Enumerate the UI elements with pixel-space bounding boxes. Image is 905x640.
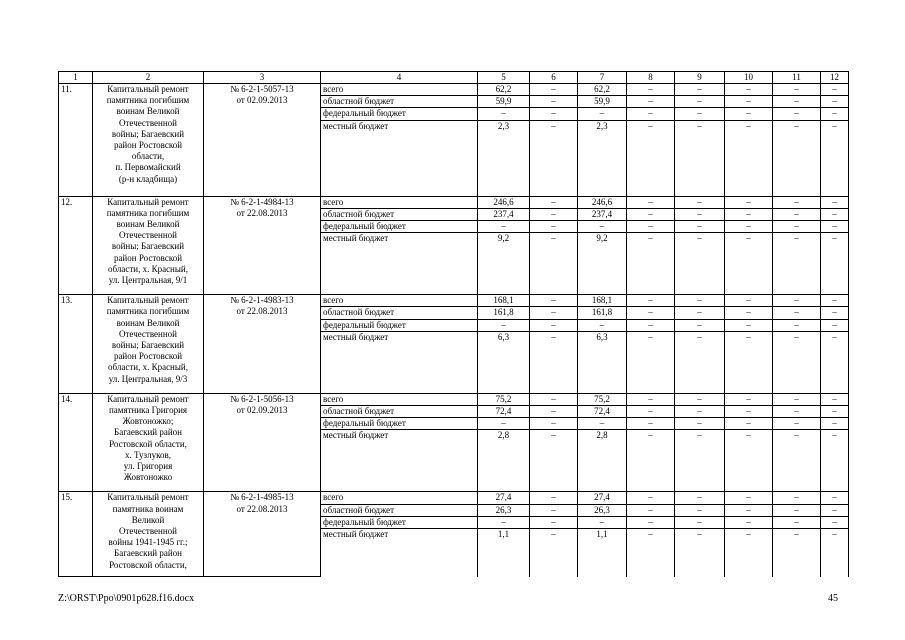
funding-source: федеральный бюджет — [321, 418, 478, 430]
object-name-line: воинам Великой — [116, 106, 180, 117]
amount-cell: – — [725, 504, 773, 516]
amount-cell: 6,3 — [478, 331, 530, 393]
amount-cell: – — [773, 84, 821, 96]
amount-cell: – — [675, 492, 725, 504]
amount-cell: – — [478, 108, 530, 120]
registration-number — [204, 84, 321, 197]
amount-cell: – — [773, 418, 821, 430]
amount-cell: – — [627, 430, 675, 492]
amount-cell: – — [821, 221, 849, 233]
amount-cell: 237,4 — [578, 208, 627, 220]
registration-number — [204, 196, 321, 295]
amount-cell: 26,3 — [578, 504, 627, 516]
registration-line: от 22.08.2013 — [236, 207, 288, 218]
amount-cell: – — [725, 406, 773, 418]
object-name-line: памятника воинам — [112, 503, 184, 514]
funding-source: областной бюджет — [321, 406, 478, 418]
column-header: 10 — [725, 72, 773, 84]
registration-line: № 6-2-1-5056-13 — [230, 393, 294, 404]
amount-cell: 27,4 — [578, 492, 627, 504]
registration-line: № 6-2-1-4984-13 — [230, 196, 294, 207]
amount-cell: – — [773, 319, 821, 331]
amount-cell: – — [725, 96, 773, 108]
object-name-line: район Ростовской — [113, 252, 183, 263]
amount-cell: 27,4 — [478, 492, 530, 504]
table-row — [59, 295, 849, 307]
amount-cell: 246,6 — [578, 196, 627, 208]
object-name-line: Жовтоножко; — [122, 416, 174, 427]
object-name-line: войны; Багаевский — [111, 340, 185, 351]
row-number: 15. — [59, 492, 93, 577]
amount-cell: 72,4 — [478, 406, 530, 418]
amount-cell: – — [675, 406, 725, 418]
object-name-line: войны; Багаевский — [111, 128, 185, 139]
object-name-line: Капитальный ремонт — [107, 84, 189, 94]
column-header: 1 — [59, 72, 93, 84]
object-name-line: Ростовской области, — [109, 438, 187, 449]
object-name-line: п. Первомайский — [115, 162, 181, 173]
funding-source: местный бюджет — [321, 331, 478, 393]
funding-source: местный бюджет — [321, 233, 478, 295]
object-name — [93, 84, 204, 197]
amount-cell: – — [530, 108, 578, 120]
object-name-line: Великой — [131, 514, 165, 525]
amount-cell: 59,9 — [478, 96, 530, 108]
funding-source: областной бюджет — [321, 96, 478, 108]
column-header: 8 — [627, 72, 675, 84]
amount-cell: – — [675, 516, 725, 528]
amount-cell: – — [675, 120, 725, 196]
amount-cell: – — [725, 120, 773, 196]
amount-cell: – — [725, 233, 773, 295]
amount-cell: – — [627, 96, 675, 108]
amount-cell: – — [627, 319, 675, 331]
amount-cell: – — [821, 307, 849, 319]
amount-cell: – — [530, 233, 578, 295]
object-name-line: Жовтоножко — [123, 472, 173, 483]
amount-cell: – — [478, 221, 530, 233]
amount-cell: – — [725, 84, 773, 96]
registration-line: от 22.08.2013 — [236, 503, 288, 514]
amount-cell: – — [675, 295, 725, 307]
amount-cell: – — [821, 516, 849, 528]
amount-cell: – — [821, 319, 849, 331]
amount-cell: 2,3 — [478, 120, 530, 196]
amount-cell: – — [675, 196, 725, 208]
registration-number — [204, 295, 321, 394]
object-name-line: район Ростовской — [113, 140, 183, 151]
column-header: 4 — [321, 72, 478, 84]
amount-cell: – — [627, 307, 675, 319]
amount-cell: – — [725, 529, 773, 577]
table-row — [59, 196, 849, 208]
amount-cell: – — [530, 208, 578, 220]
amount-cell: 26,3 — [478, 504, 530, 516]
amount-cell: 6,3 — [578, 331, 627, 393]
footer-file-path: Z:\ORST\Ppo\0901p628.f16.docx — [58, 593, 195, 604]
amount-cell: – — [578, 516, 627, 528]
column-header: 7 — [578, 72, 627, 84]
amount-cell: – — [773, 492, 821, 504]
amount-cell: – — [530, 221, 578, 233]
amount-cell: 62,2 — [478, 84, 530, 96]
table-row — [59, 492, 849, 504]
amount-cell: – — [773, 108, 821, 120]
amount-cell: – — [821, 331, 849, 393]
amount-cell: – — [821, 84, 849, 96]
amount-cell: – — [675, 430, 725, 492]
page-number: 45 — [828, 593, 838, 604]
amount-cell: – — [725, 295, 773, 307]
amount-cell: 9,2 — [478, 233, 530, 295]
funding-source: местный бюджет — [321, 430, 478, 492]
amount-cell: – — [821, 529, 849, 577]
object-name-line: Капитальный ремонт — [107, 196, 189, 207]
funding-source: всего — [321, 84, 478, 96]
funding-source: федеральный бюджет — [321, 516, 478, 528]
column-header: 5 — [478, 72, 530, 84]
column-header: 2 — [93, 72, 204, 84]
amount-cell: – — [773, 96, 821, 108]
amount-cell: – — [675, 96, 725, 108]
amount-cell: – — [530, 96, 578, 108]
amount-cell: – — [578, 319, 627, 331]
column-header: 11 — [773, 72, 821, 84]
amount-cell: 1,1 — [478, 529, 530, 577]
amount-cell: – — [675, 221, 725, 233]
amount-cell: – — [821, 108, 849, 120]
amount-cell: – — [627, 295, 675, 307]
object-name-line: Капитальный ремонт — [107, 295, 189, 306]
amount-cell: – — [725, 196, 773, 208]
amount-cell: – — [725, 221, 773, 233]
amount-cell: – — [773, 196, 821, 208]
amount-cell: – — [627, 331, 675, 393]
amount-cell: – — [478, 516, 530, 528]
amount-cell: – — [627, 393, 675, 405]
object-name-line: памятника погибшим — [106, 306, 190, 317]
amount-cell: – — [773, 221, 821, 233]
amount-cell: – — [773, 208, 821, 220]
amount-cell: – — [773, 233, 821, 295]
row-number: 12. — [59, 196, 93, 295]
amount-cell: – — [627, 492, 675, 504]
amount-cell: 161,8 — [578, 307, 627, 319]
registration-line: № 6-2-1-5057-13 — [230, 84, 294, 94]
amount-cell: – — [725, 430, 773, 492]
amount-cell: – — [821, 208, 849, 220]
funding-source: всего — [321, 196, 478, 208]
amount-cell: – — [530, 393, 578, 405]
amount-cell: – — [821, 196, 849, 208]
object-name-line: войны 1941-1945 гг.; — [108, 537, 188, 548]
amount-cell: – — [627, 516, 675, 528]
object-name-line: Ростовской области, — [109, 559, 187, 570]
amount-cell: 2,8 — [578, 430, 627, 492]
table-body — [59, 72, 849, 577]
registration-line: от 22.08.2013 — [236, 306, 288, 317]
amount-cell: – — [821, 504, 849, 516]
registration-number — [204, 393, 321, 492]
amount-cell: – — [773, 307, 821, 319]
object-name-line: Отечественной — [118, 526, 178, 537]
funding-source: всего — [321, 295, 478, 307]
row-number: 14. — [59, 393, 93, 492]
row-number: 11. — [59, 84, 93, 197]
amount-cell: – — [530, 406, 578, 418]
amount-cell: – — [530, 430, 578, 492]
object-name-line: воинам Великой — [116, 219, 180, 230]
amount-cell: – — [821, 295, 849, 307]
amount-cell: – — [627, 120, 675, 196]
object-name-line: Капитальный ремонт — [107, 393, 189, 404]
funding-source: местный бюджет — [321, 529, 478, 577]
object-name-line: памятника Григория — [108, 405, 188, 416]
funding-source: областной бюджет — [321, 504, 478, 516]
object-name-line: Отечественной — [118, 117, 178, 128]
amount-cell: – — [530, 319, 578, 331]
amount-cell: 168,1 — [478, 295, 530, 307]
object-name-line: памятника погибшим — [106, 207, 190, 218]
amount-cell: – — [675, 529, 725, 577]
column-header: 6 — [530, 72, 578, 84]
amount-cell: – — [821, 406, 849, 418]
amount-cell: – — [821, 418, 849, 430]
amount-cell: – — [675, 233, 725, 295]
object-name-line: район Ростовской — [113, 351, 183, 362]
table-row — [59, 393, 849, 405]
amount-cell: – — [773, 295, 821, 307]
amount-cell: 1,1 — [578, 529, 627, 577]
amount-cell: – — [725, 108, 773, 120]
amount-cell: – — [530, 529, 578, 577]
amount-cell: – — [773, 504, 821, 516]
amount-cell: – — [725, 393, 773, 405]
amount-cell: 72,4 — [578, 406, 627, 418]
amount-cell: – — [821, 96, 849, 108]
funding-source: областной бюджет — [321, 307, 478, 319]
amount-cell: – — [530, 307, 578, 319]
amount-cell: – — [530, 196, 578, 208]
amount-cell: – — [675, 319, 725, 331]
object-name-line: (р-н кладбища) — [118, 173, 178, 184]
amount-cell: – — [627, 108, 675, 120]
amount-cell: – — [627, 84, 675, 96]
registration-number — [204, 492, 321, 577]
amount-cell: – — [821, 492, 849, 504]
amount-cell: – — [821, 233, 849, 295]
amount-cell: – — [478, 319, 530, 331]
amount-cell: – — [627, 504, 675, 516]
amount-cell: – — [530, 418, 578, 430]
amount-cell: – — [773, 393, 821, 405]
object-name-line: Багаевский район — [114, 427, 182, 438]
amount-cell: – — [675, 504, 725, 516]
amount-cell: – — [530, 84, 578, 96]
funding-source: местный бюджет — [321, 120, 478, 196]
object-name-line: войны; Багаевский — [111, 241, 185, 252]
amount-cell: – — [578, 418, 627, 430]
object-name — [93, 393, 204, 492]
amount-cell: – — [530, 331, 578, 393]
amount-cell: – — [530, 492, 578, 504]
amount-cell: – — [821, 120, 849, 196]
funding-source: всего — [321, 393, 478, 405]
amount-cell: – — [773, 406, 821, 418]
amount-cell: 75,2 — [478, 393, 530, 405]
object-name-line: Отечественной — [118, 230, 178, 241]
amount-cell: – — [821, 430, 849, 492]
amount-cell: – — [675, 108, 725, 120]
amount-cell: – — [627, 208, 675, 220]
amount-cell: – — [627, 529, 675, 577]
object-name-line: воинам Великой — [116, 317, 180, 328]
amount-cell: – — [821, 393, 849, 405]
amount-cell: – — [725, 331, 773, 393]
amount-cell: 237,4 — [478, 208, 530, 220]
amount-cell: 2,8 — [478, 430, 530, 492]
amount-cell: – — [627, 196, 675, 208]
amount-cell: – — [478, 418, 530, 430]
amount-cell: – — [675, 393, 725, 405]
amount-cell: – — [530, 516, 578, 528]
amount-cell: – — [530, 120, 578, 196]
registration-line: № 6-2-1-4983-13 — [230, 295, 294, 306]
amount-cell: – — [725, 418, 773, 430]
amount-cell: – — [578, 108, 627, 120]
column-header: 12 — [821, 72, 849, 84]
amount-cell: 75,2 — [578, 393, 627, 405]
object-name-line: области, х. Красный, — [107, 362, 188, 373]
budget-table — [58, 71, 849, 577]
object-name-line: ул. Центральная, 9/3 — [108, 373, 188, 384]
object-name-line: области, — [131, 151, 165, 162]
registration-line: от 02.09.2013 — [236, 95, 288, 106]
amount-cell: 9,2 — [578, 233, 627, 295]
amount-cell: 246,6 — [478, 196, 530, 208]
funding-source: федеральный бюджет — [321, 221, 478, 233]
amount-cell: – — [675, 84, 725, 96]
amount-cell: – — [725, 307, 773, 319]
amount-cell: – — [627, 406, 675, 418]
amount-cell: – — [773, 430, 821, 492]
amount-cell: – — [627, 418, 675, 430]
object-name — [93, 196, 204, 295]
amount-cell: – — [725, 319, 773, 331]
amount-cell: 62,2 — [578, 84, 627, 96]
amount-cell: – — [627, 233, 675, 295]
amount-cell: 2,3 — [578, 120, 627, 196]
amount-cell: 59,9 — [578, 96, 627, 108]
amount-cell: – — [627, 221, 675, 233]
funding-source: федеральный бюджет — [321, 108, 478, 120]
column-header: 3 — [204, 72, 321, 84]
object-name-line: Капитальный ремонт — [107, 492, 189, 503]
amount-cell: – — [675, 307, 725, 319]
amount-cell: – — [675, 331, 725, 393]
object-name-line: памятника погибшим — [106, 95, 190, 106]
amount-cell: – — [725, 208, 773, 220]
column-header: 9 — [675, 72, 725, 84]
object-name-line: области, х. Красный, — [107, 263, 188, 274]
row-number: 13. — [59, 295, 93, 394]
object-name — [93, 492, 204, 577]
object-name-line: х. Тузлуков, — [124, 449, 171, 460]
amount-cell: – — [773, 529, 821, 577]
funding-source: всего — [321, 492, 478, 504]
object-name-line: Багаевский район — [114, 548, 182, 559]
amount-cell: – — [725, 492, 773, 504]
registration-line: от 02.09.2013 — [236, 405, 288, 416]
amount-cell: 161,8 — [478, 307, 530, 319]
registration-line: № 6-2-1-4985-13 — [230, 492, 294, 503]
amount-cell: – — [773, 331, 821, 393]
object-name-line: ул. Григория — [123, 461, 173, 472]
amount-cell: – — [530, 295, 578, 307]
object-name-line: Отечественной — [118, 328, 178, 339]
amount-cell: 168,1 — [578, 295, 627, 307]
amount-cell: – — [530, 504, 578, 516]
amount-cell: – — [675, 208, 725, 220]
funding-source: областной бюджет — [321, 208, 478, 220]
amount-cell: – — [675, 418, 725, 430]
column-number-row — [59, 72, 849, 84]
amount-cell: – — [578, 221, 627, 233]
table-row — [59, 84, 849, 96]
object-name — [93, 295, 204, 394]
amount-cell: – — [773, 516, 821, 528]
amount-cell: – — [725, 516, 773, 528]
amount-cell: – — [773, 120, 821, 196]
object-name-line: ул. Центральная, 9/1 — [108, 275, 188, 286]
funding-source: федеральный бюджет — [321, 319, 478, 331]
